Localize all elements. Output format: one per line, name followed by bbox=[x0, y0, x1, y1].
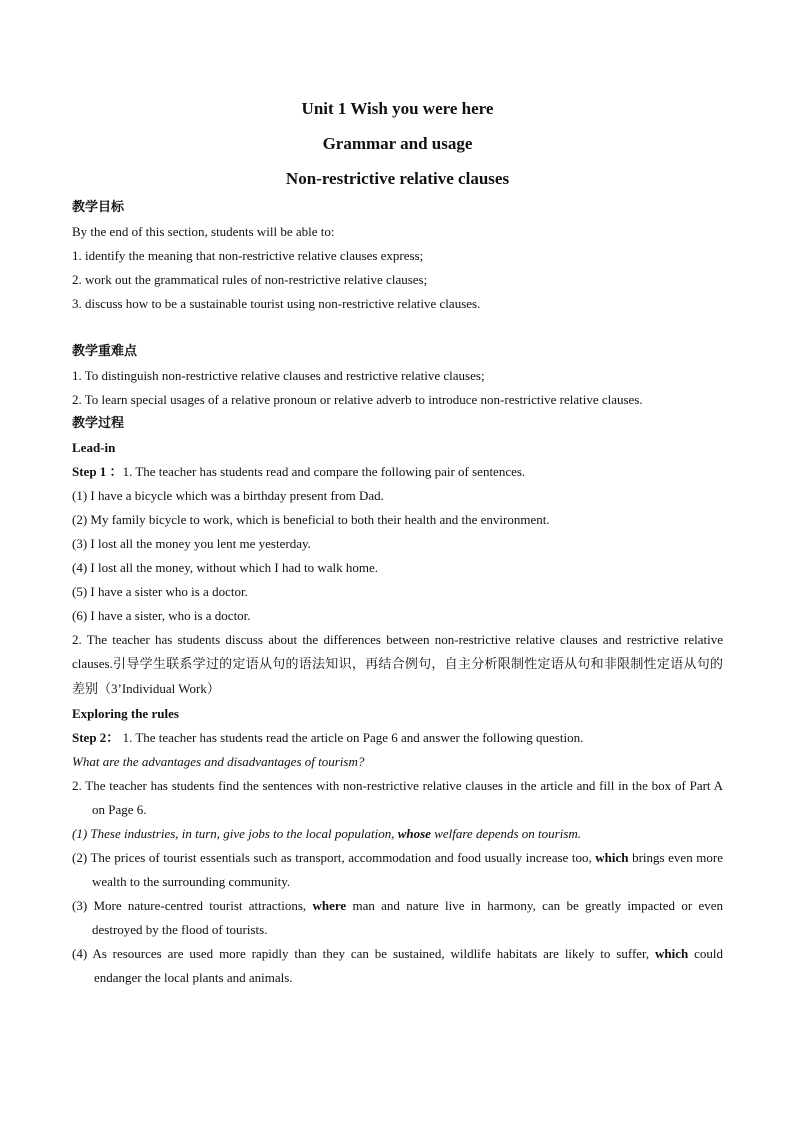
section-title: Grammar and usage bbox=[322, 134, 473, 153]
tourism-question: What are the advantages and disadvantages of tourism? bbox=[72, 754, 365, 769]
example-clause-2 bbox=[72, 846, 723, 894]
task-2-chinese: 引导学生联系学过的定语从句的语法知识，再结合例句，自主分析限制性定语从句和非限制性定语从句的差别（ bbox=[72, 657, 723, 697]
example-clause-1 bbox=[72, 822, 723, 846]
spacer bbox=[72, 316, 723, 340]
example-clause-4 bbox=[72, 942, 723, 990]
step-2-text: 1. The teacher has students read the article on Page 6 and answer the following question. bbox=[119, 730, 584, 745]
step-2-label: Step 2： bbox=[72, 730, 120, 745]
clause-text: (3) More nature-centred tourist attractions, bbox=[72, 898, 313, 913]
example-sentence: (4) I lost all the money, without which I had to walk home. bbox=[72, 560, 379, 575]
task-2-tail: 3’Individual Work） bbox=[111, 681, 220, 696]
step-2-line bbox=[72, 726, 723, 750]
example-sentence: (3) I lost all the money you lent me yesterday. bbox=[72, 536, 311, 551]
step-1-text: 1. The teacher has students read and compare the following pair of sentences. bbox=[122, 464, 526, 479]
objective-item: 3. discuss how to be a sustainable tourist using non-restrictive relative clauses. bbox=[72, 296, 481, 311]
relative-word: whose bbox=[397, 826, 431, 841]
clause-text: (4) As resources are used more rapidly than they can be sustained, wildlife habitats are likely to suffer, bbox=[72, 946, 655, 961]
example-sentence: (2) My family bicycle to work, which is beneficial to both their health and the environment. bbox=[72, 512, 550, 527]
unit-title: Unit 1 Wish you were here bbox=[301, 99, 494, 118]
exploring-task-2: 2. The teacher has students find the sentences with non-restrictive relative clauses in the article and fill in the box of Part A on Page 6. bbox=[72, 778, 723, 817]
relative-word: which bbox=[595, 850, 629, 865]
topic-title: Non-restrictive relative clauses bbox=[285, 169, 510, 188]
key-point-item: 1. To distinguish non-restrictive relative clauses and restrictive relative clauses; bbox=[72, 368, 485, 383]
example-sentence: (6) I have a sister, who is a doctor. bbox=[72, 608, 251, 623]
example-sentence: (1) I have a bicycle which was a birthday present from Dad. bbox=[72, 488, 384, 503]
step-1-label: Step 1 ： bbox=[72, 464, 123, 479]
clause-text: could endanger the local plants and animals. bbox=[94, 946, 723, 985]
key-points-heading: 教学重难点 bbox=[72, 344, 138, 359]
clause-text: (1) These industries, in turn, give jobs to the local population, bbox=[72, 826, 398, 841]
lead-in-heading: Lead-in bbox=[72, 440, 116, 455]
step-1-line bbox=[72, 460, 723, 484]
clause-text: brings even more wealth to the surrounding community. bbox=[92, 850, 723, 889]
process-heading: 教学过程 bbox=[72, 416, 125, 431]
example-clause-3 bbox=[72, 894, 723, 942]
example-sentence: (5) I have a sister who is a doctor. bbox=[72, 584, 248, 599]
key-point-item: 2. To learn special usages of a relative pronoun or relative adverb to introduce non-restrictive relative clauses. bbox=[72, 392, 643, 407]
exploring-heading: Exploring the rules bbox=[72, 706, 179, 721]
objective-item: 2. work out the grammatical rules of non-restrictive relative clauses; bbox=[72, 272, 428, 287]
clause-text: (2) The prices of tourist essentials such as transport, accommodation and food usually increase too, bbox=[72, 850, 596, 865]
relative-word: which bbox=[655, 946, 689, 961]
clause-text: welfare depends on tourism. bbox=[430, 826, 582, 841]
lead-in-task-2 bbox=[72, 628, 723, 702]
clause-text: man and nature live in harmony, can be greatly impacted or even destroyed by the flood of tourists. bbox=[92, 898, 724, 937]
objective-item: 1. identify the meaning that non-restrictive relative clauses express; bbox=[72, 248, 424, 263]
objectives-heading: 教学目标 bbox=[72, 200, 125, 215]
objectives-intro: By the end of this section, students will be able to: bbox=[72, 224, 335, 239]
task-2-english: 2. The teacher has students discuss about the differences between non-restrictive relative clauses and restrictive relative clauses. bbox=[72, 632, 723, 671]
relative-word: where bbox=[312, 898, 347, 913]
document-page bbox=[72, 0, 723, 990]
